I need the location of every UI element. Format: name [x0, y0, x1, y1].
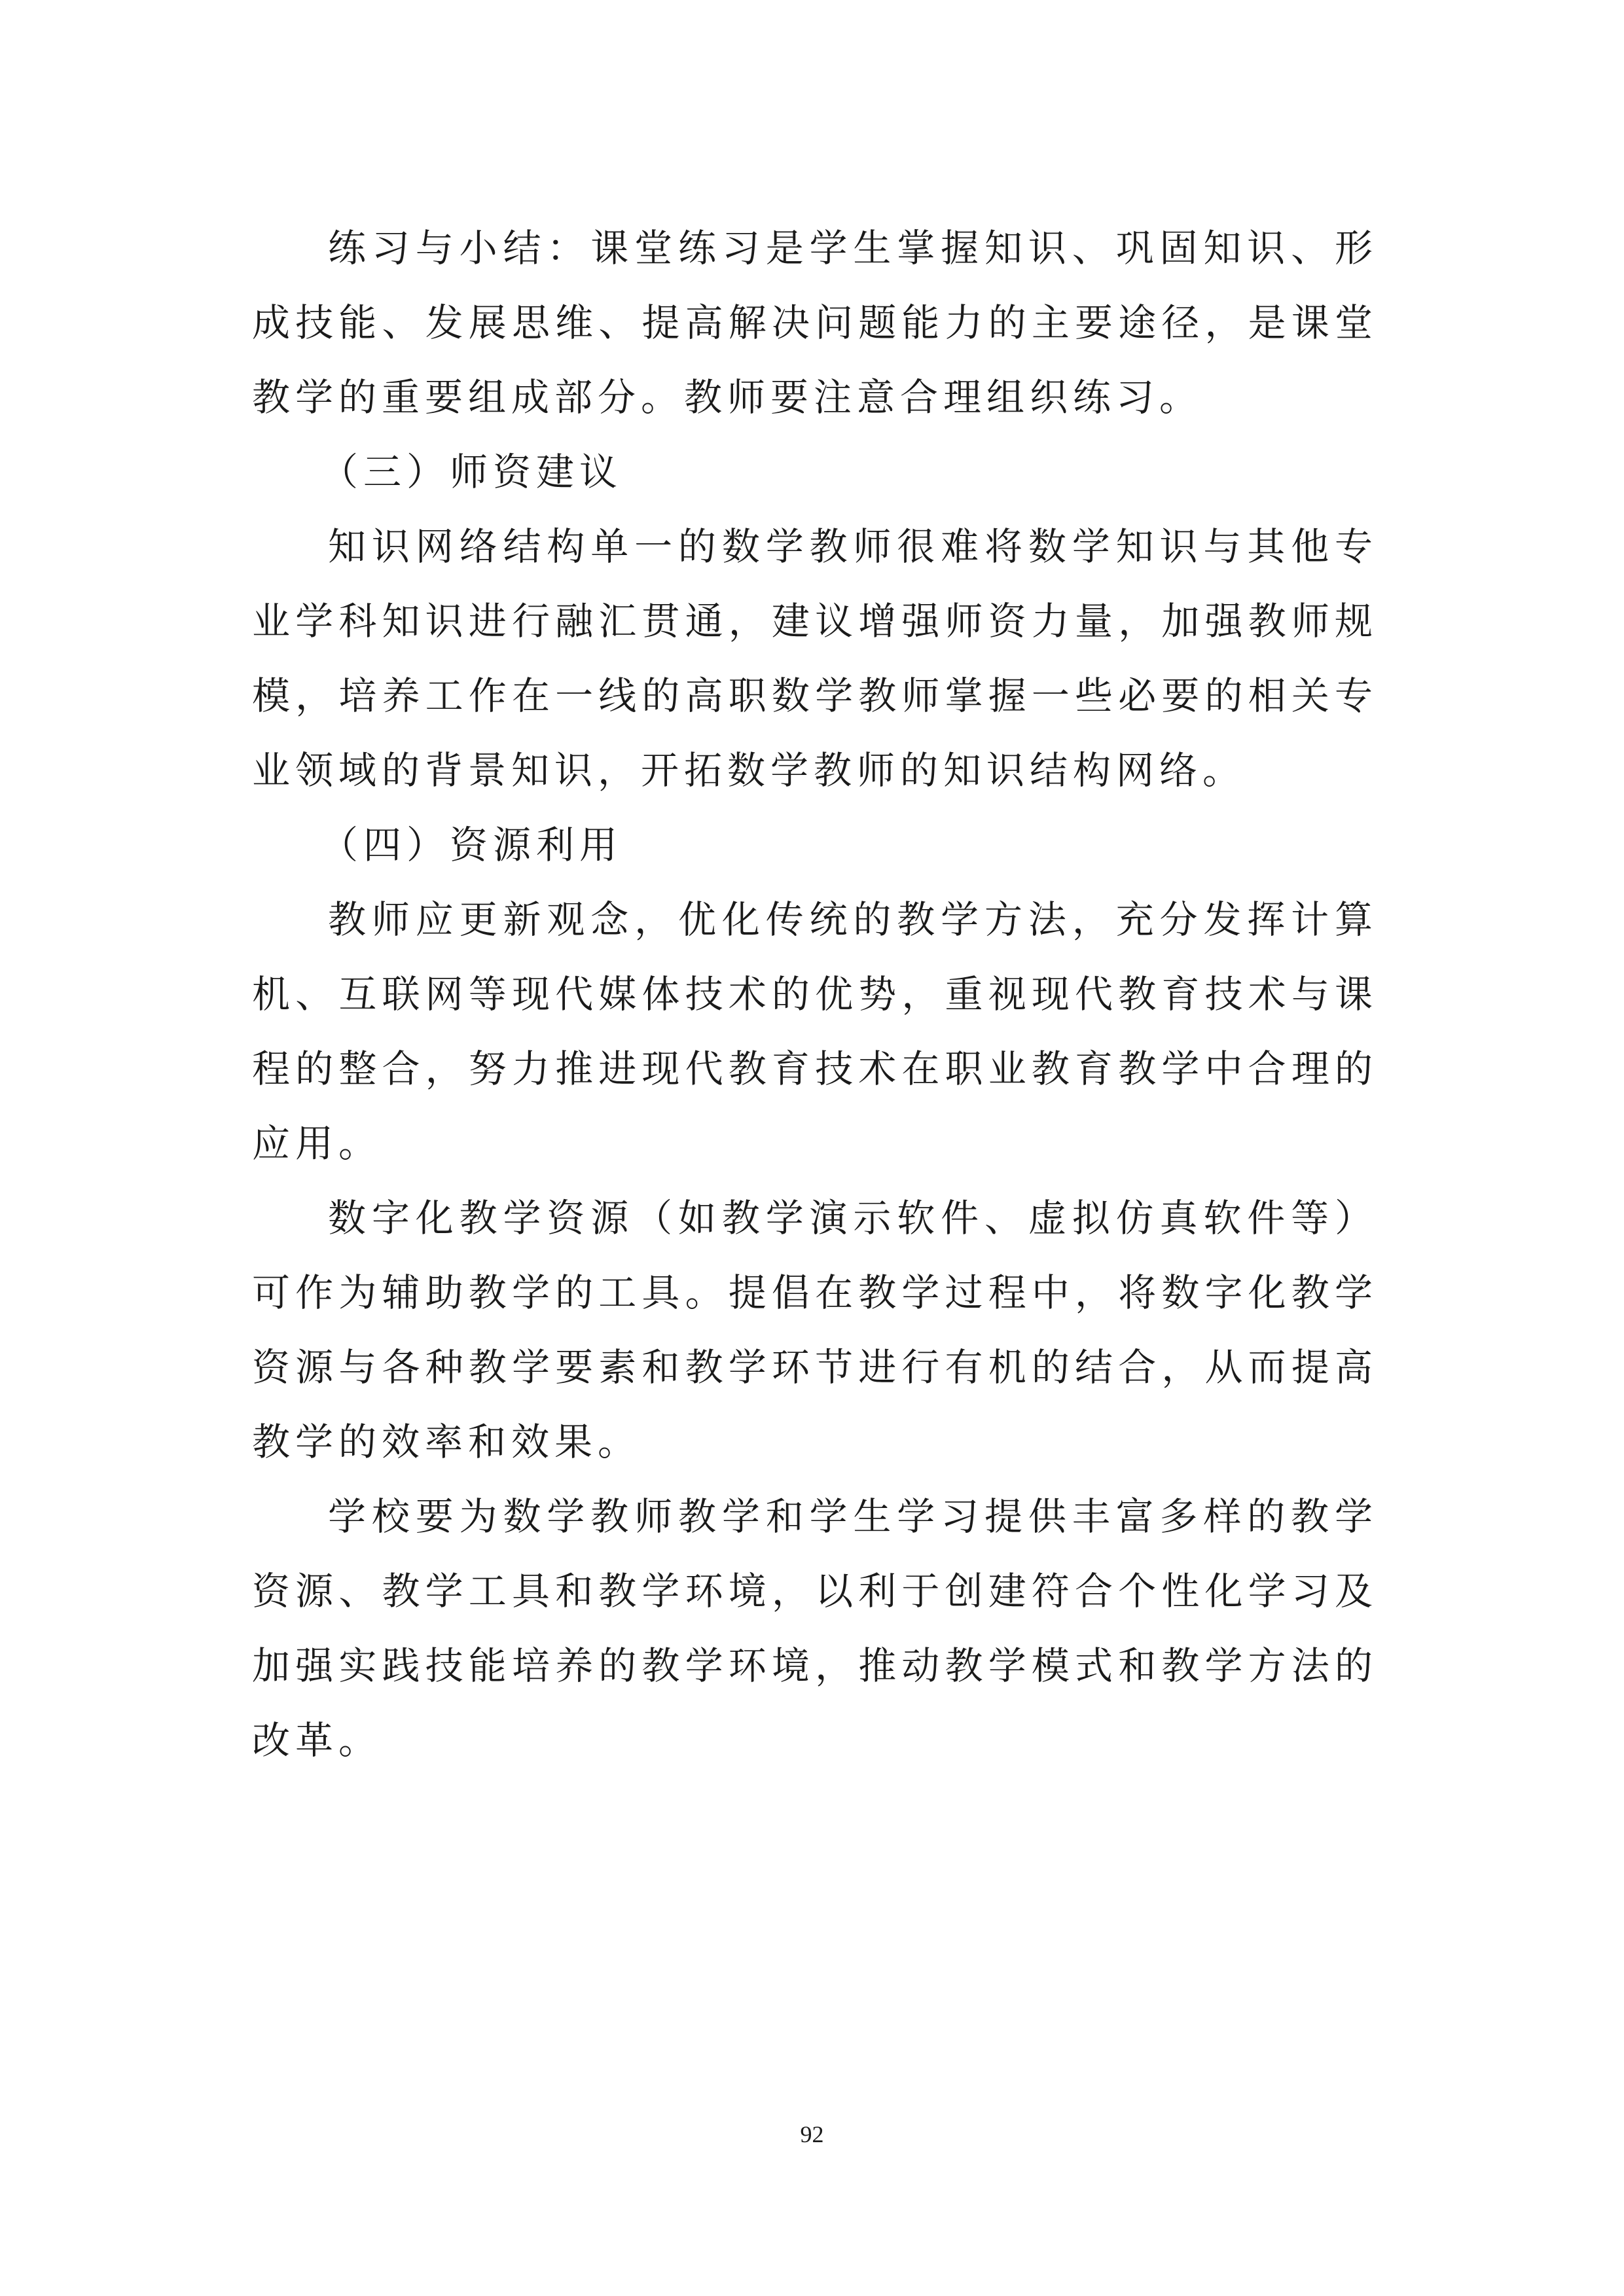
- paragraph-practice-summary: 练习与小结：课堂练习是学生掌握知识、巩固知识、形成技能、发展思维、提高解决问题能力的主要途径，是课堂教学的重要组成部分。教师要注意合理组织练习。: [252, 226, 1378, 420]
- paragraph-teacher-knowledge: 知识网络结构单一的数学教师很难将数学知识与其他专业学科知识进行融汇贯通，建议增强师资力量，加强教师规模，培养工作在一线的高职数学教师掌握一些必要的相关专业领域的背景知识，开拓数学教师的知识结构网络。: [252, 524, 1378, 793]
- page-number: 92: [800, 2121, 824, 2147]
- paragraph-school-resources: 学校要为数学教师教学和学生学习提供丰富多样的教学资源、教学工具和教学环境，以利于创建符合个性化学习及加强实践技能培养的教学环境，推动教学模式和教学方法的改革。: [252, 1494, 1378, 1763]
- section-heading-teacher-suggestions: （三）师资建议: [320, 450, 623, 494]
- section-heading-resource-use: （四）资源利用: [320, 823, 623, 867]
- document-body: [252, 211, 1378, 1778]
- paragraph-modern-tech: 教师应更新观念，优化传统的教学方法，充分发挥计算机、互联网等现代媒体技术的优势，重视现代教育技术与课程的整合，努力推进现代教育技术在职业教育教学中合理的应用。: [252, 897, 1378, 1166]
- paragraph-digital-resources: 数字化教学资源（如教学演示软件、虚拟仿真软件等）可作为辅助教学的工具。提倡在教学过程中，将数字化教学资源与各种教学要素和教学环节进行有机的结合，从而提高教学的效率和效果。: [252, 1196, 1378, 1464]
